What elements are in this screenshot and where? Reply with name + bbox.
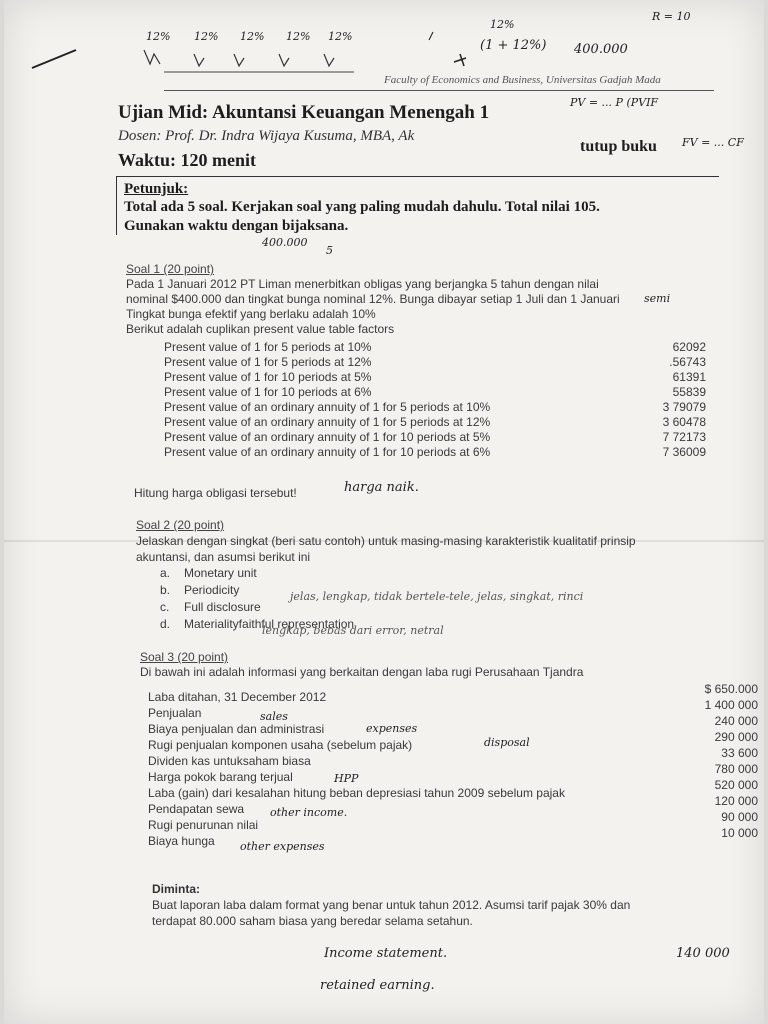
item-value: 520 000 xyxy=(714,778,758,792)
instructions-line2: Gunakan waktu dengan bijaksana. xyxy=(124,218,349,234)
item-label: Biaya penjualan dan administrasi xyxy=(148,722,325,736)
item-value: 120 000 xyxy=(714,794,758,808)
diminta-line2: terdapat 80.000 saham biasa yang beredar selama setahun. xyxy=(152,914,473,928)
item-label: Penjualan xyxy=(148,706,202,720)
tree-sketch xyxy=(279,54,289,66)
item-value: $ 650.000 xyxy=(704,682,758,696)
soal2-line1: Jelaskan dengan singkat (beri satu contoh) untuk masing-masing karakteristik kualitatif prinsip xyxy=(136,534,636,548)
caret-mark xyxy=(429,32,433,40)
item-value: 780 000 xyxy=(714,762,758,776)
pct-mark: 12% xyxy=(328,30,353,43)
pv-factor-label: Present value of an ordinary annuity of 1 for 5 periods at 10% xyxy=(164,400,491,414)
item-label: Biaya hunga xyxy=(148,834,215,848)
pv-factor-value: 7 36009 xyxy=(662,445,706,459)
handwritten-note-c: jelas, lengkap, tidak bertele-tele, jelas, singkat, rinci xyxy=(290,590,584,603)
pct-mark: 12% xyxy=(286,30,311,43)
handwritten-total: 140 000 xyxy=(676,946,730,961)
pv-factor-label: Present value of an ordinary annuity of 1 for 5 periods at 12% xyxy=(164,415,491,429)
handwritten-income-statement: Income statement. xyxy=(324,946,448,961)
item-label: Dividen kas untuksaham biasa xyxy=(148,754,311,768)
pv-factor-label: Present value of 1 for 10 periods at 6% xyxy=(164,385,372,399)
handwritten-pct: 12% xyxy=(490,18,515,31)
soal3-heading: Soal 3 (20 point) xyxy=(140,650,229,664)
handwritten-sales: sales xyxy=(260,710,288,723)
item-text: Periodicity xyxy=(184,583,240,597)
handwritten-note-d: lengkap, bebas dari error, netral xyxy=(262,624,444,637)
tree-sketch xyxy=(194,54,204,66)
pct-mark: 12% xyxy=(146,30,171,43)
item-text: Full disclosure xyxy=(184,600,261,614)
item-letter: b. xyxy=(160,583,171,597)
item-label: Rugi penurunan nilai xyxy=(148,818,259,832)
pv-factor-label: Present value of 1 for 10 periods at 5% xyxy=(164,370,372,384)
item-text: Materialityfaithful representation xyxy=(184,617,355,631)
soal1-line2: nominal $400.000 dan tingkat bunga nominal 12%. Bunga dibayar setiap 1 Juli dan 1 Januari xyxy=(126,292,620,306)
handwritten-amount: 400.000 xyxy=(574,42,628,57)
handwritten-retained-earning: retained earning. xyxy=(320,978,435,993)
handwritten-semi: semi xyxy=(644,292,671,305)
tree-sketch xyxy=(144,50,160,64)
handwritten-pv: PV = ... P (PVIF xyxy=(570,96,659,109)
handwritten-harga: harga naik. xyxy=(344,480,419,495)
item-label: Laba ditahan, 31 December 2012 xyxy=(148,690,327,704)
instructions-heading: Petunjuk: xyxy=(124,181,189,197)
item-letter: d. xyxy=(160,617,171,631)
handwritten-fv: FV = ... CF xyxy=(682,136,744,149)
handwritten-timeline-amount: 400.000 xyxy=(262,236,308,249)
tree-sketch xyxy=(324,54,334,66)
handwritten-expenses: expenses xyxy=(366,722,418,735)
pv-factor-label: Present value of an ordinary annuity of 1 for 10 periods at 6% xyxy=(164,445,491,459)
item-label: Pendapatan sewa xyxy=(148,802,245,816)
item-value: 10 000 xyxy=(721,826,758,840)
pv-factor-value: 3 79079 xyxy=(662,400,706,414)
pv-factor-value: .56743 xyxy=(669,355,706,369)
soal3-intro: Di bawah ini adalah informasi yang berkaitan dengan laba rugi Perusahaan Tjandra xyxy=(140,665,584,679)
handwritten-rate: R = 10 xyxy=(652,10,691,23)
soal1-line1: Pada 1 Januari 2012 PT Liman menerbitkan obligas yang berjangka 5 tahun dengan nilai xyxy=(126,277,599,291)
soal2-line2: akuntansi, dan asumsi berikut ini xyxy=(136,550,311,564)
pv-factor-value: 3 60478 xyxy=(662,415,706,429)
soal1-heading: Soal 1 (20 point) xyxy=(126,262,215,276)
handwritten-timeline-period: 5 xyxy=(326,244,333,257)
header-rule xyxy=(164,90,714,91)
item-letter: c. xyxy=(160,600,170,614)
pv-factor-value: 62092 xyxy=(672,340,706,354)
item-text: Monetary unit xyxy=(184,566,257,580)
dash-mark xyxy=(32,50,76,68)
item-value: 290 000 xyxy=(714,730,758,744)
soal1-line4: Berikut adalah cuplikan present value table factors xyxy=(126,322,395,336)
handwritten-hpp: HPP xyxy=(334,772,359,785)
item-letter: a. xyxy=(160,566,171,580)
pct-mark: 12% xyxy=(194,30,219,43)
exam-paper xyxy=(4,0,764,1024)
item-label: Laba (gain) dari kesalahan hitung beban depresiasi tahun 2009 sebelum pajak xyxy=(148,786,565,800)
cross-mark xyxy=(454,54,466,66)
instructions-line1: Total ada 5 soal. Kerjakan soal yang paling mudah dahulu. Total nilai 105. xyxy=(124,199,600,215)
item-value: 1 400 000 xyxy=(704,698,758,712)
lecturer: Dosen: Prof. Dr. Indra Wijaya Kusuma, MBA, Ak xyxy=(118,128,415,144)
tree-sketch xyxy=(234,54,244,66)
diminta-line1: Buat laporan laba dalam format yang benar untuk tahun 2012. Asumsi tarif pajak 30% dan xyxy=(152,898,631,912)
handwritten-formula: (1 + 12%) xyxy=(480,38,547,53)
item-value: 240 000 xyxy=(714,714,758,728)
item-label: Harga pokok barang terjual xyxy=(148,770,293,784)
pct-mark: 12% xyxy=(240,30,265,43)
item-value: 33 600 xyxy=(721,746,758,760)
handwritten-other-expenses: other expenses xyxy=(240,840,325,853)
soal2-heading: Soal 2 (20 point) xyxy=(136,518,225,532)
handwritten-disposal: disposal xyxy=(484,736,530,749)
soal1-question: Hitung harga obligasi tersebut! xyxy=(134,486,297,500)
pv-factor-label: Present value of an ordinary annuity of 1 for 10 periods at 5% xyxy=(164,430,491,444)
faculty-name: Faculty of Economics and Business, Universitas Gadjah Mada xyxy=(384,74,661,86)
closed-book: tutup buku xyxy=(580,138,657,155)
pv-factor-label: Present value of 1 for 5 periods at 12% xyxy=(164,355,372,369)
diminta-heading: Diminta: xyxy=(152,882,200,896)
item-label: Rugi penjualan komponen usaha (sebelum pajak) xyxy=(148,738,413,752)
soal1-line3: Tingkat bunga efektif yang berlaku adalah 10% xyxy=(126,307,376,321)
pv-factor-label: Present value of 1 for 5 periods at 10% xyxy=(164,340,372,354)
pv-factor-value: 7 72173 xyxy=(662,430,706,444)
exam-title: Ujian Mid: Akuntansi Keuangan Menengah 1 xyxy=(118,102,490,123)
pv-factor-value: 55839 xyxy=(672,385,706,399)
exam-duration: Waktu: 120 menit xyxy=(118,150,257,170)
handwritten-other-income: other income. xyxy=(270,806,348,819)
item-value: 90 000 xyxy=(721,810,758,824)
pv-factor-value: 61391 xyxy=(672,370,706,384)
